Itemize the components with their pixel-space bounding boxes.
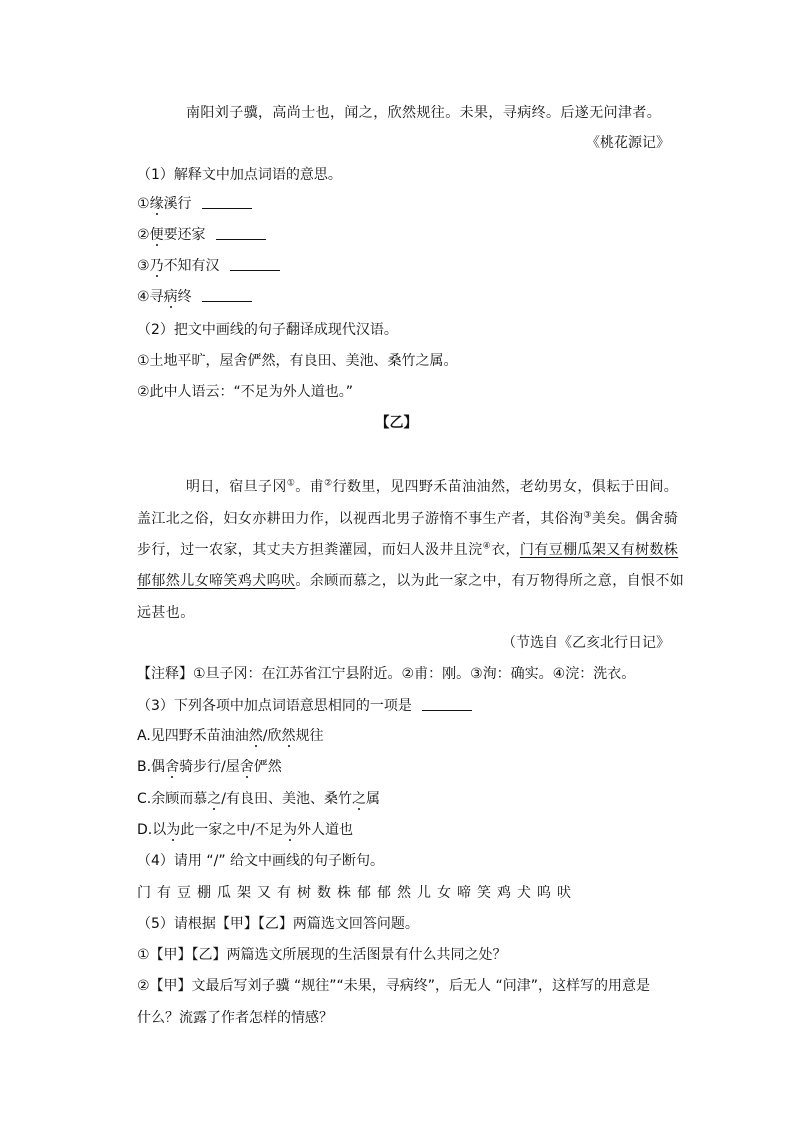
q2-item-1: ①土地平旷，屋舍俨然，有良田、美池、桑竹之属。 bbox=[137, 353, 458, 369]
yi-source: （节选自《乙亥北行日记》 bbox=[502, 635, 670, 651]
q1-item-2: ②便要还家 bbox=[137, 225, 266, 245]
q3-stem: （3）下列各项中加点词语意思相同的一项是 bbox=[137, 696, 472, 716]
yi-line-4: 郁郁然儿女啼笑鸡犬呜吠。余顾而慕之，以为此一家之中，有万物得所之意，自恨不如 bbox=[137, 573, 685, 589]
q3-option-c: C.余顾而慕之/有良田、美池、桑竹之属 bbox=[137, 791, 380, 807]
q5-item-1: ①【甲】【乙】两篇选文所展现的生活图景有什么共同之处？ bbox=[137, 947, 507, 963]
yi-line-1: 明日，宿旦子冈①。甫②行数里，见四野禾苗油油然，老幼男女，俱耘于田间。 bbox=[186, 478, 679, 495]
answer-blank bbox=[202, 194, 252, 209]
q4-sentence: 门有豆棚瓜架又有树数株郁郁然儿女啼笑鸡犬呜吠 bbox=[137, 885, 577, 901]
q4-stem: （4）请用 “/” 给文中画线的句子断句。 bbox=[137, 853, 385, 869]
yi-line-2: 盖江北之俗，妇女亦耕田力作，以视西北男子游惰不事生产者，其俗洵③美矣。偶舍骑 bbox=[137, 510, 679, 527]
q2-item-2: ②此中人语云：“不足为外人道也。” bbox=[137, 384, 354, 400]
q5-item-2-line-2: 什么？流露了作者怎样的情感？ bbox=[137, 1010, 333, 1026]
q1-item-4: ④寻病终 bbox=[137, 287, 252, 307]
q3-option-a: A.见四野禾苗油油然/欣然规往 bbox=[137, 728, 324, 744]
q5-item-2-line-1: ②【甲】文最后写刘子骥 “规往”“未果，寻病终”，后无人 “问津”，这样写的用意是 bbox=[137, 978, 650, 994]
q1-stem: （1）解释文中加点词语的意思。 bbox=[137, 167, 342, 183]
yi-title: 【乙】 bbox=[375, 415, 418, 431]
answer-blank bbox=[422, 696, 472, 711]
q1-item-3: ③乃不知有汉 bbox=[137, 256, 280, 276]
jia-source: 《桃花源记》 bbox=[586, 135, 670, 151]
underlined-sentence: 门有豆棚瓜架又有树数株 bbox=[519, 542, 679, 558]
jia-last-paragraph: 南阳刘子骥，高尚士也，闻之，欣然规往。未果，寻病终。后遂无问津者。 bbox=[186, 105, 662, 121]
q2-stem: （2）把文中画线的句子翻译成现代汉语。 bbox=[137, 322, 398, 338]
q1-item-1: ①缘溪行 bbox=[137, 194, 252, 214]
notes: 【注释】①旦子冈：在江苏省江宁县附近。②甫：刚。③洵：确实。④浣：洗衣。 bbox=[137, 666, 636, 682]
yi-line-3: 步行，过一农家，其丈夫方担粪灌园，而妇人汲井且浣④衣，门有豆棚瓜架又有树数株 bbox=[137, 541, 679, 558]
q3-option-b: B.偶舍骑步行/屋舍俨然 bbox=[137, 759, 282, 775]
answer-blank bbox=[202, 287, 252, 302]
answer-blank bbox=[216, 225, 266, 240]
underlined-sentence: 郁郁然儿女啼笑鸡犬呜吠 bbox=[137, 573, 296, 589]
q5-stem: （5）请根据【甲】【乙】两篇选文回答问题。 bbox=[137, 916, 419, 932]
answer-blank bbox=[230, 256, 280, 271]
q3-option-d: D.以为此一家之中/不足为外人道也 bbox=[137, 822, 353, 838]
yi-line-5: 远甚也。 bbox=[137, 605, 195, 621]
